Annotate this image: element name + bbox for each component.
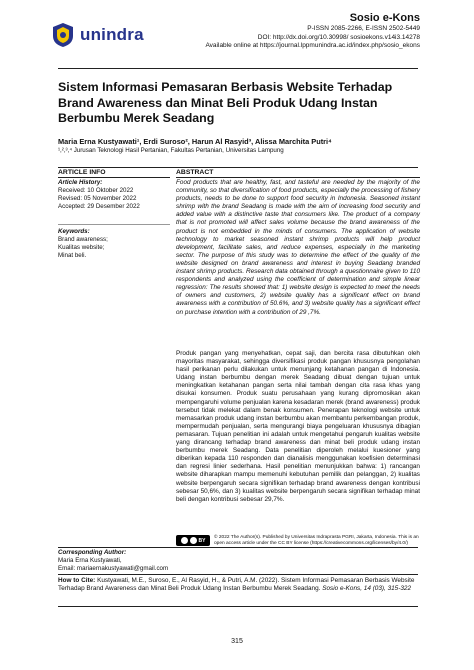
footer-rule [58,547,418,548]
affiliation: ¹,²,³,⁴ Jurusan Teknologi Hasil Pertanian, Fakultas Pertanian, Universitas Lampung [58,147,284,154]
corresponding-label: Corresponding Author: [58,549,127,556]
journal-logo [52,18,162,52]
issn: P-ISSN 2085-2266, E-ISSN 2502-5449 [307,25,420,32]
article-history [58,179,170,211]
citation-text: Kustyawati, M.E., Suroso, E., Al Rasyid, H., & Putri, A.M. (2022). Sistem Informasi Pemasaran Berbasis Website Terhadap Brand Awareness dan Minat Beli Produk Udang Instan Berbumbu Merek Seadang. [58,577,415,593]
abstract-heading: ABSTRACT [176,169,214,176]
cc-by-license-icon[interactable]: BY [176,535,210,546]
keywords-label: Keywords: [58,228,90,235]
paper-title: Sistem Informasi Pemasaran Berbasis Website Terhadap Brand Awareness dan Minat Beli Produk Udang Instan Berbumbu Merek Seadang [58,80,393,125]
doi-link[interactable]: DOI: http://dx.doi.org/10.30998/ sosioekons.v14i3.14278 [257,33,420,41]
cite-rule [58,574,418,575]
article-info-heading: ARTICLE INFO [58,169,106,176]
keyword-item: Minat beli. [58,252,87,259]
keywords-rule [58,224,170,225]
license-notice [176,535,420,547]
journal-info [180,12,420,51]
license-text: © 2022 The Author(s). Published by Universitas Indraprasta PGRI, Jakarta, Indonesia. This is an open access article under the CC BY license (https://creativecommons.org/licenses/by/4.0/) [214,535,419,546]
corresponding-name: Maria Erna Kustyawati, [58,557,122,564]
logo-text: unindra [80,25,144,44]
received-date: Received: 10 Oktober 2022 [58,187,134,194]
citation-journal: Sosio e-Kons, 14 (03), 315-322 [322,585,412,593]
keywords [58,228,170,260]
journal-name: Sosio e-Kons [349,12,420,24]
abstract-rule [176,177,420,178]
unindra-emblem-icon [52,22,74,48]
info-rule [58,177,170,178]
abstract-english: Food products that are healthy, fast, and tasteful are needed by the majority of the community, so that diversification of food products, especially the processing of fishery products, needs to be done to support food security in Indonesia. Seasoned instant shrimp with the brand Seadang is made with the aim of increasing food security and added value with a distinctive taste that consumers like. The product of a company that is not promoted will affect sales volume because the brand awareness of the product is not embedded in the minds of consumers. The application of website technology to market seasoned instant shrimp products will help product development, facilitate sales, and reduce expenses, especially in the marketing sector. The purpose of this study was to determine the effect of the quality of the website designed on brand awareness and interest in buying Seadang branded instant shrimp products. Research data obtained through a questionnaire given to 110 respondents and analyzed using the coefficient of determination and simple linear regression: The results showed that: 1) website design is expected to meet the needs of owners and customers, 2) website quality has a significant effect on brand awareness with a contribution of 50.6%, and 3) website quality has a significant effect on purchase intention with a contribution of 29 ,7%. [176,179,420,316]
keyword-item: Brand awareness; [58,236,108,243]
keyword-item: Kualitas website; [58,244,105,251]
corresponding-author [58,549,420,573]
accepted-date: Accepted: 29 Desember 2022 [58,203,140,210]
how-to-cite-label: How to Cite: [58,577,96,584]
page-number: 315 [231,638,243,645]
revised-date: Revised: 05 November 2022 [58,195,137,202]
available-online[interactable]: Available online at https://journal.lppmunindra.ac.id/index.php/sosio_ekons [205,42,420,49]
header-rule [58,68,418,69]
history-label: Article History: [58,179,103,186]
cite-rule-bottom [58,606,418,607]
author-list: Maria Erna Kustyawati¹, Erdi Suroso², Harun Al Rasyid³, Alissa Marchita Putri⁴ [58,137,332,146]
how-to-cite [58,577,420,594]
abstract-indonesian: Produk pangan yang menyehatkan, cepat saji, dan bercita rasa dibutuhkan oleh mayoritas masyarakat, sehingga diversifikasi produk pangan khususnya pengolahan hasil perikanan perlu dilakukan untuk menunjang ketahanan pangan di Indonesia. Udang instan berbumbu dengan merek Seadang dibuat dengan tujuan untuk meningkatkan ketahanan pangan serta nilai tambah dengan cita rasa khas yang disukai konsumen. Produk suatu perusahaan yang kurang dipromosikan akan mempengaruhi volume penjualan karena kesadaran merek (brand awareness) produk tersebut tidak melekat dalam benak konsumen. Penerapan teknologi website untuk memasarkan produk udang instan berbumbu akan membantu perkembangan produk, mempermudah penjualan, serta mengurangi biaya pengeluaran khususnya dibagian pemasaran. Tujuan penelitian ini adalah untuk mengetahui pengaruh kualitas website yang dirancang terhadap brand awareness dan minat beli produk udang instan berbumbu merek Seadang. Data penelitian diperoleh melalui kuesioner yang diberikan kepada 110 responden dan dianalisis menggunakan koefisien determinasi dan regresi linier sederhana. Hasil penelitian menunjukkan bahwa: 1) rancangan website diharapkan mampu memenuhi kebutuhan pemilik dan pelanggan, 2) kualitas website berpengaruh secara signifikan terhadap brand awareness dengan kontribusi sebesar 50,6%, dan 3) kualitas website berpengaruh secara signifikan terhadap minat beli dengan kontribusi sebesar 29,7%. [176,350,420,503]
corresponding-email[interactable]: Email: mariaernakustyawati@gmail.com [58,565,169,572]
